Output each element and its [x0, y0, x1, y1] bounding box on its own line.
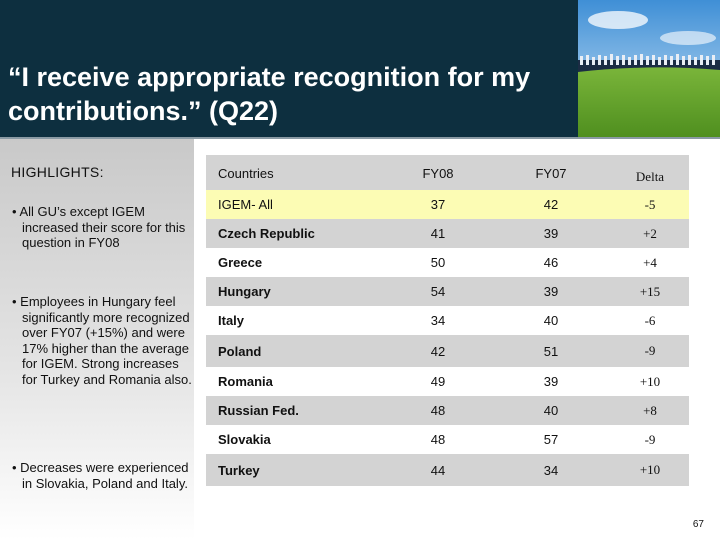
fy08-cell: 54: [430, 284, 446, 299]
column-header-countries: Countries: [218, 165, 274, 181]
country-cell: Turkey: [218, 462, 260, 478]
country-cell: Czech Republic: [218, 226, 315, 241]
fy08-cell: 48: [430, 403, 446, 418]
table-row: [206, 306, 689, 335]
delta-cell: +8: [643, 402, 657, 418]
fy08-cell: 42: [430, 343, 446, 359]
table-header-row: [206, 155, 689, 191]
table-row: [206, 425, 689, 454]
fy07-cell: 40: [543, 313, 559, 328]
fy08-cell: 49: [430, 374, 446, 389]
fy07-cell: 40: [543, 403, 559, 418]
delta-cell: -9: [644, 343, 656, 358]
country-cell: IGEM- All: [218, 197, 273, 212]
delta-cell: +2: [643, 225, 657, 241]
delta-cell: -6: [644, 312, 656, 328]
table-row: [206, 454, 689, 486]
fy07-cell: 51: [543, 343, 559, 359]
table-row: [206, 367, 689, 396]
delta-cell: +10: [639, 373, 661, 389]
table-row: [206, 396, 689, 425]
column-header-delta: Delta: [635, 169, 665, 184]
fy08-cell: 44: [430, 462, 446, 478]
highlight-bullet: • Decreases were experienced in Slovakia, Poland and Italy.: [12, 460, 189, 491]
column-header-fy07: FY07: [535, 165, 567, 181]
fy08-cell: 41: [430, 226, 446, 241]
fy08-cell: 34: [430, 313, 446, 328]
table-row: [206, 248, 689, 277]
delta-cell: +10: [639, 462, 661, 477]
table-row: [206, 219, 689, 248]
delta-cell: -9: [644, 431, 656, 447]
country-cell: Hungary: [218, 284, 271, 299]
country-cell: Greece: [218, 255, 263, 270]
crowd-on-grass-photo: [578, 0, 720, 137]
fy08-cell: 50: [430, 255, 446, 270]
table-row-igem-all: [206, 190, 689, 219]
table-row: [206, 335, 689, 367]
fy07-cell: 39: [543, 226, 559, 241]
country-cell: Italy: [218, 313, 245, 328]
country-cell: Slovakia: [218, 432, 271, 447]
country-cell: Poland: [218, 343, 262, 359]
fy07-cell: 34: [543, 462, 559, 478]
delta-cell: -5: [644, 196, 656, 212]
fy07-cell: 57: [543, 432, 559, 447]
delta-cell: +15: [639, 283, 661, 299]
country-cell: Russian Fed.: [218, 403, 299, 418]
page-number: 67: [692, 519, 704, 530]
fy07-cell: 46: [543, 255, 559, 270]
fy07-cell: 39: [543, 284, 559, 299]
fy07-cell: 42: [543, 197, 559, 212]
slide-title: “I receive appropriate recognition for my contributions.” (Q22): [8, 62, 531, 126]
column-header-fy08: FY08: [422, 165, 454, 181]
fy07-cell: 39: [543, 374, 559, 389]
delta-cell: +4: [643, 254, 657, 270]
highlight-bullet: • All GU’s except IGEM increased their score for this question in FY08: [12, 204, 186, 251]
highlights-label: HIGHLIGHTS:: [11, 164, 104, 180]
table-row: [206, 277, 689, 306]
highlight-bullet: • Employees in Hungary feel significantly more recognized over FY07 (+15%) and were 17% higher than the average for IGEM. Strong increases for Turkey and Romania also.: [12, 294, 192, 387]
country-cell: Romania: [218, 374, 273, 389]
fy08-cell: 48: [430, 432, 446, 447]
fy08-cell: 37: [430, 197, 446, 212]
